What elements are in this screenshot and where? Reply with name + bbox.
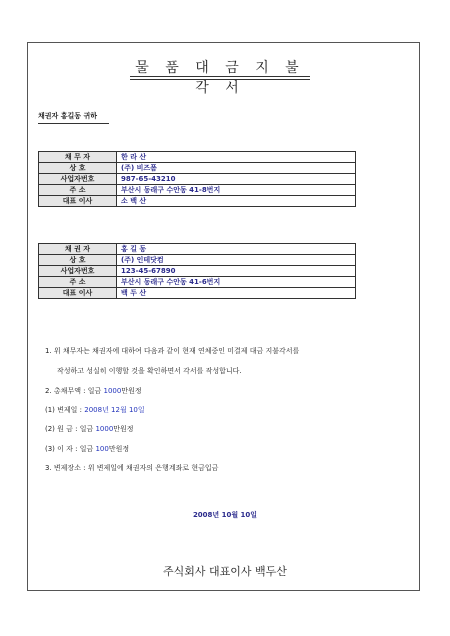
table-row [39,196,356,207]
creditor-name-label: 채 권 자 [39,244,117,255]
total-debt-suffix: 만원정 [121,387,142,395]
debtor-ceo-value: 소 백 산 [117,196,356,207]
title-underline-double [130,79,310,80]
creditor-bizno-value: 123-45-67890 [117,266,356,277]
table-row [39,163,356,174]
due-date-prefix: (1) 변제일 : [45,406,85,414]
total-debt-amount: 1000 [103,387,122,395]
principal-suffix: 만원정 [113,425,134,433]
principal-prefix: (2) 원 금 : 일금 [45,425,96,433]
table-row [39,255,356,266]
creditor-ceo-label: 대표 이사 [39,288,117,299]
table-row [39,185,356,196]
table-row [39,244,356,255]
table-row [39,152,356,163]
document-frame [27,42,420,591]
debtor-company-value: (주) 비즈폼 [117,163,356,174]
table-row [39,174,356,185]
creditor-table [38,243,356,299]
debtor-table [38,151,356,207]
table-row [39,277,356,288]
debtor-ceo-label: 대표 이사 [39,196,117,207]
recipient-line: 채권자 홍길동 귀하 [38,111,109,124]
debtor-name-value: 한 라 산 [117,152,356,163]
debtor-bizno-label: 사업자번호 [39,174,117,185]
interest-amount: 100 [95,445,109,453]
table-row [39,266,356,277]
clause-1-line-1: 1. 위 채무자는 채권자에 대하여 다음과 같이 현재 연체중인 미결제 대금 지불각서를 [45,347,300,355]
debtor-company-label: 상 호 [39,163,117,174]
payment-place-line: 3. 변제장소 : 위 변제일에 채권자의 은행계좌로 현금입금 [45,464,219,472]
creditor-address-value: 부산시 동래구 수안동 41-6번지 [117,277,356,288]
creditor-company-label: 상 호 [39,255,117,266]
creditor-ceo-value: 백 두 산 [117,288,356,299]
creditor-bizno-label: 사업자번호 [39,266,117,277]
creditor-company-value: (주) 인테닷컴 [117,255,356,266]
creditor-name-value: 홍 길 동 [117,244,356,255]
table-row [39,288,356,299]
debtor-bizno-value: 987-65-43210 [117,174,356,185]
document-date: 2008년 10월 10일 [192,511,258,519]
title-underline [130,76,310,77]
document-title: 물 품 대 금 지 불 각 서 [135,60,305,96]
debtor-address-label: 주 소 [39,185,117,196]
clause-1-line-2: 작성하고 성실히 이행할 것을 확인하면서 각서를 작성합니다. [57,367,242,375]
total-debt-prefix: 2. 총채무액 : 일금 [45,387,104,395]
signature-line: 주식회사 대표이사 백두산 [163,565,287,578]
principal-amount: 1000 [95,425,114,433]
interest-line [45,444,129,454]
debtor-address-value: 부산시 동래구 수안동 41-8번지 [117,185,356,196]
debtor-name-label: 채 무 자 [39,152,117,163]
creditor-address-label: 주 소 [39,277,117,288]
due-date-value: 2008년 12월 10일 [84,406,145,414]
interest-suffix: 만원정 [108,445,130,453]
total-debt-line [45,386,142,396]
due-date-line [45,405,145,415]
principal-line [45,424,134,434]
interest-prefix: (3) 이 자 : 일금 [45,445,96,453]
